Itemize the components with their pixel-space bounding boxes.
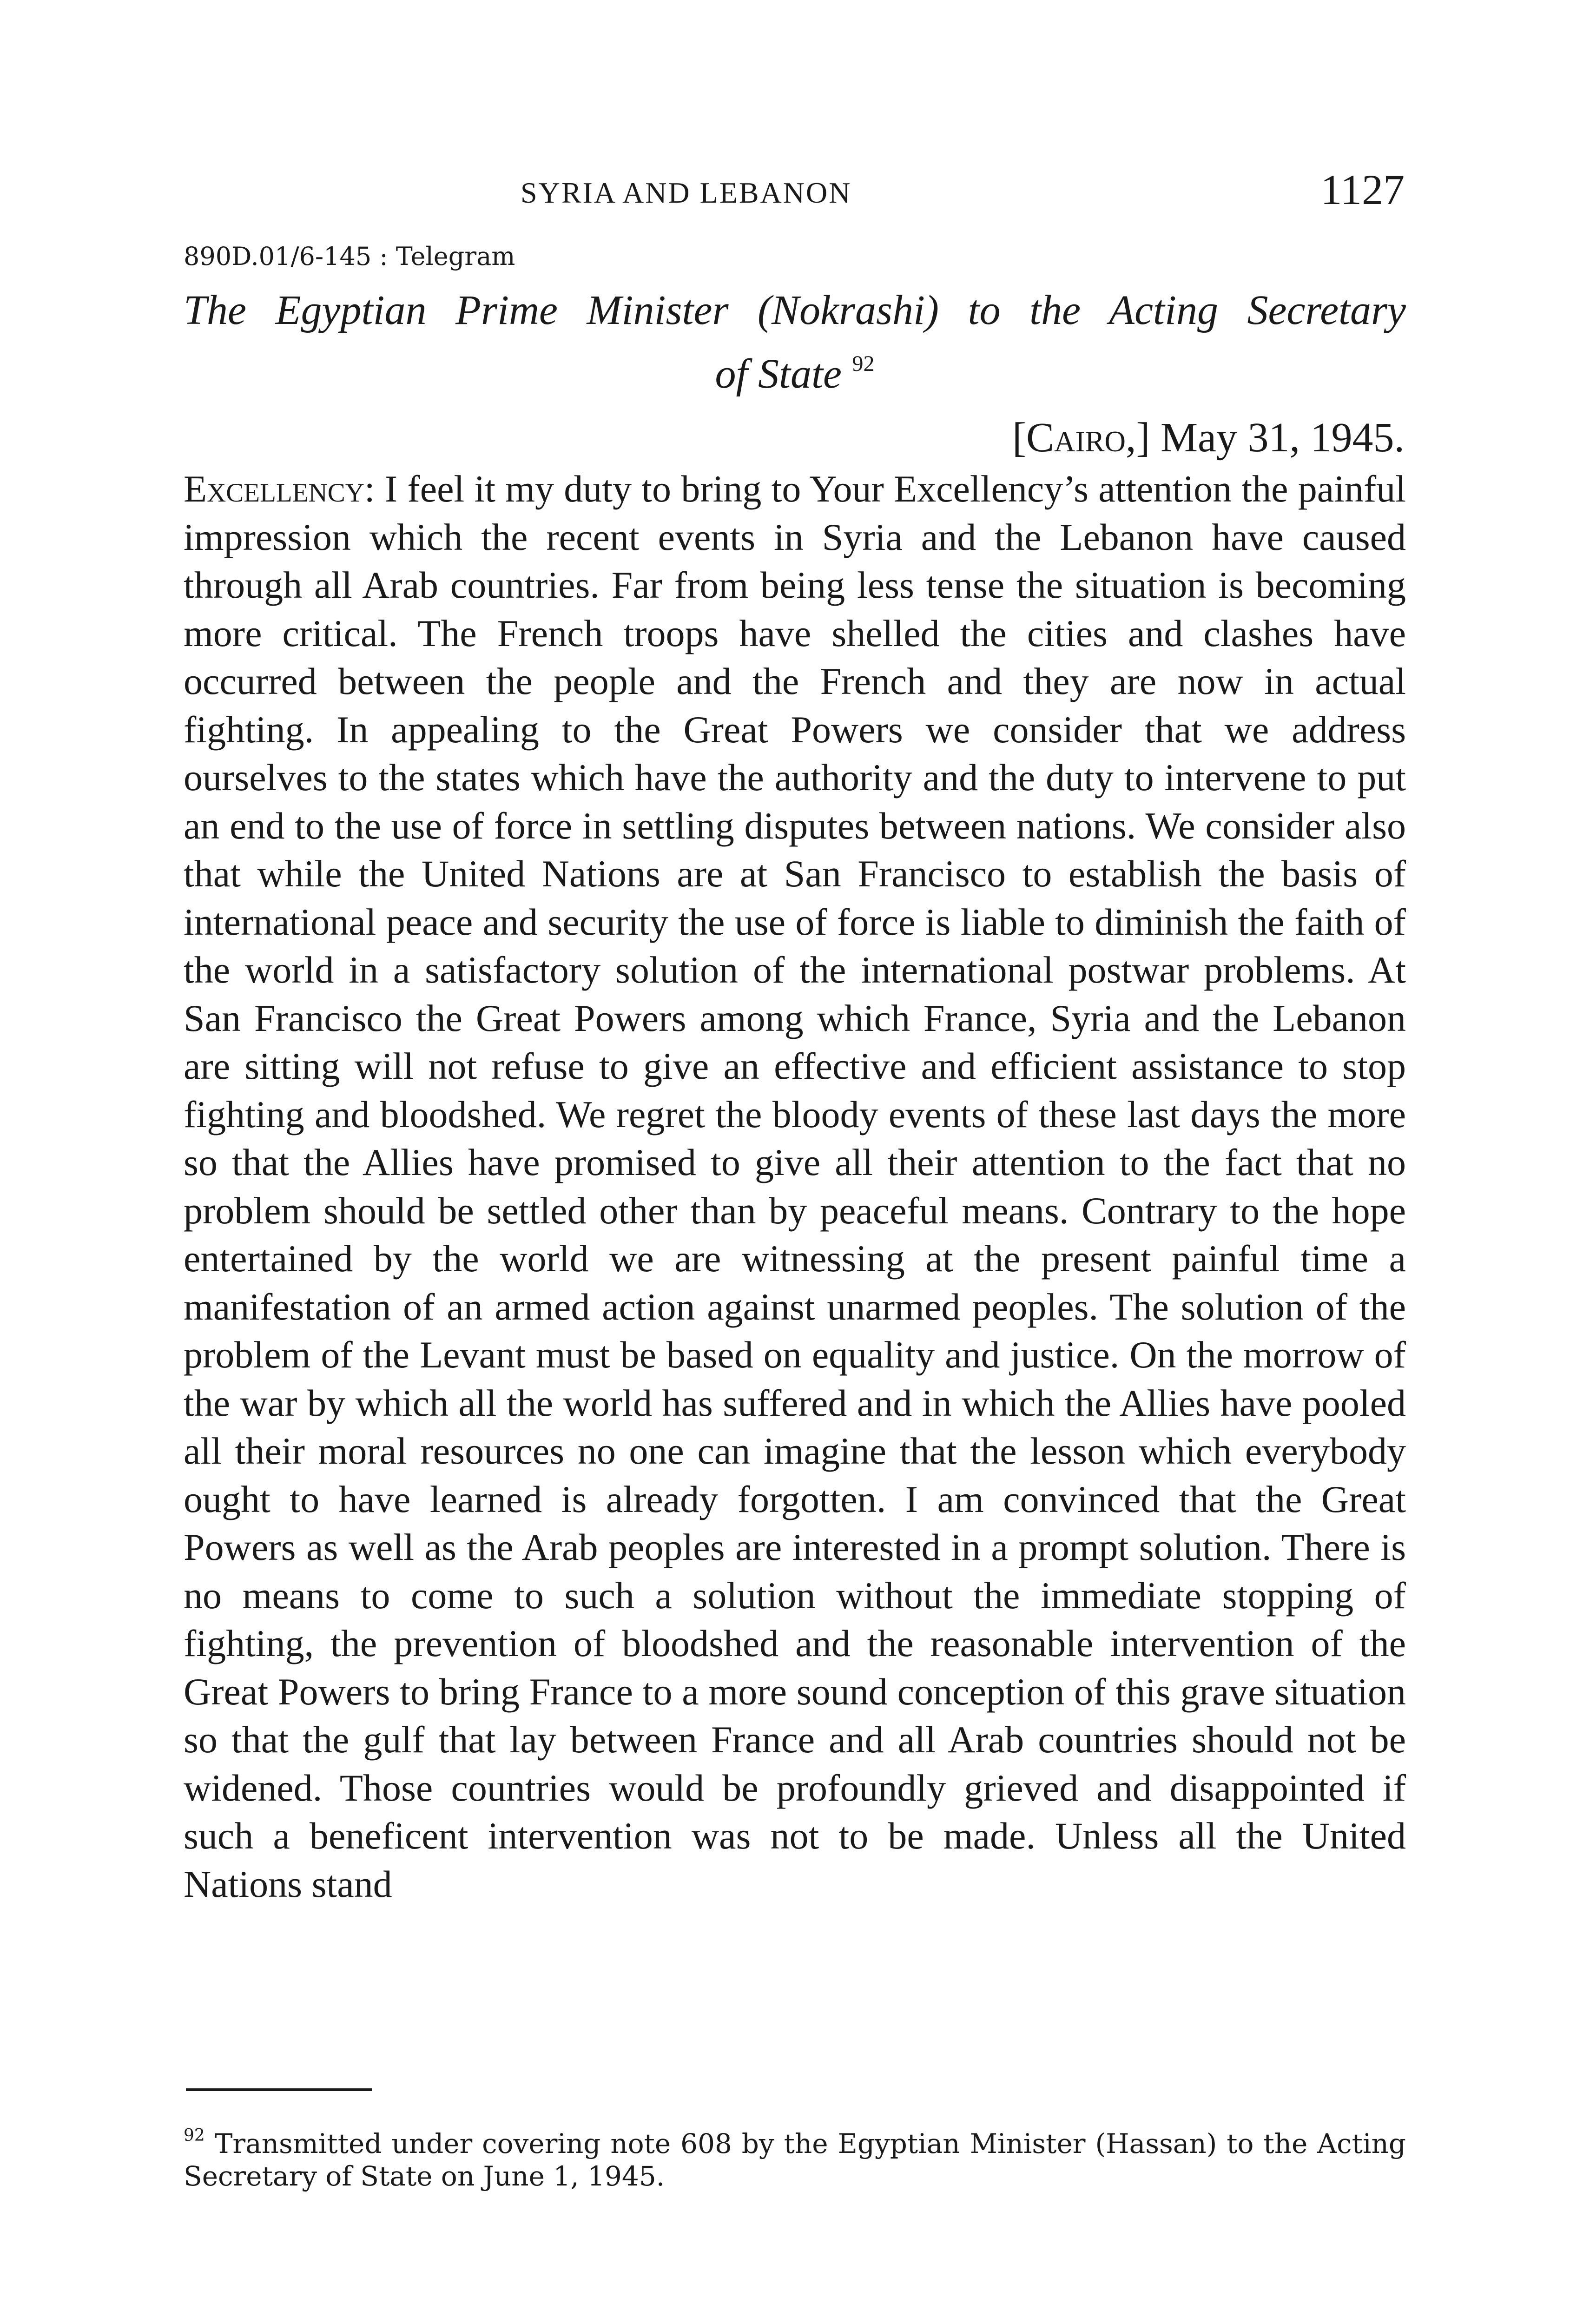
footnote [184,2119,1406,2192]
dateline-date: May 31, 1945. [1161,415,1405,461]
document-title-line-2-text: of State [715,351,842,397]
dateline [1012,414,1405,462]
footnote-text: Transmitted under covering note 608 by the Egyptian Minister (Hassan) to the Acting Secretary of State on June 1, 1945. [184,2128,1406,2192]
document-title-line-2 [184,337,1406,401]
running-head: SYRIA AND LEBANON [521,176,852,209]
document-title-line-1: The Egyptian Prime Minister (Nokrashi) to the Acting Secretary [184,287,1406,333]
document-id: 890D.01/6-145 : Telegram [184,242,515,271]
title-footnote-ref: 92 [852,351,875,376]
salutation: Excellency [184,468,364,510]
footnote-marker: 92 [184,2126,205,2145]
dateline-place: [Cairo,] [1012,415,1150,461]
body-paragraph [184,465,1406,1908]
footnote-divider [186,2088,372,2091]
body-text: : I feel it my duty to bring to Your Excellency’s attention the painful impression which the recent events in Syria and the Lebanon have caused through all Arab countries. Far from being less tense the situation is becoming more critical. The French troops have shelled the cities and clashes have occurred between the people and the French and they are now in actual fighting. In appealing to the Great Powers we consider that we address ourselves to the states which have the authority and the duty to intervene to put an end to the use of force in settling disputes between nations. We consider also that while the United Nations are at San Francisco to establish the basis of international peace and security the use of force is liable to diminish the faith of the world in a satisfactory solution of the international postwar problems. At San Francisco the Great Powers among which France, Syria and the Lebanon are sitting will not refuse to give an effective and efficient assistance to stop fighting and bloodshed. We regret the bloody events of these last days the more so that the Allies have promised to give all their attention to the fact that no problem should be settled other than by peaceful means. Contrary to the hope entertained by the world we are witnessing at the present painful time a manifestation of an armed action against unarmed peoples. The solution of the problem of the Levant must be based on equality and justice. On the morrow of the war by which all the world has suffered and in which the Allies have pooled all their moral resources no one can imagine that the lesson which everybody ought to have learned is already forgotten. I am convinced that the Great Powers as well as the Arab peoples are interested in a prompt solution. There is no means to come to such a solution without the immediate stopping of fighting, the prevention of bloodshed and the reasonable intervention of the Great Powers to bring France to a more sound conception of this grave situation so that the gulf that lay between France and all Arab countries should not be widened. Those countries would be profoundly grieved and disappointed if such a beneficent intervention was not to be made. Unless all the United Nations stand [184,468,1406,1905]
page-number: 1127 [1320,166,1405,213]
